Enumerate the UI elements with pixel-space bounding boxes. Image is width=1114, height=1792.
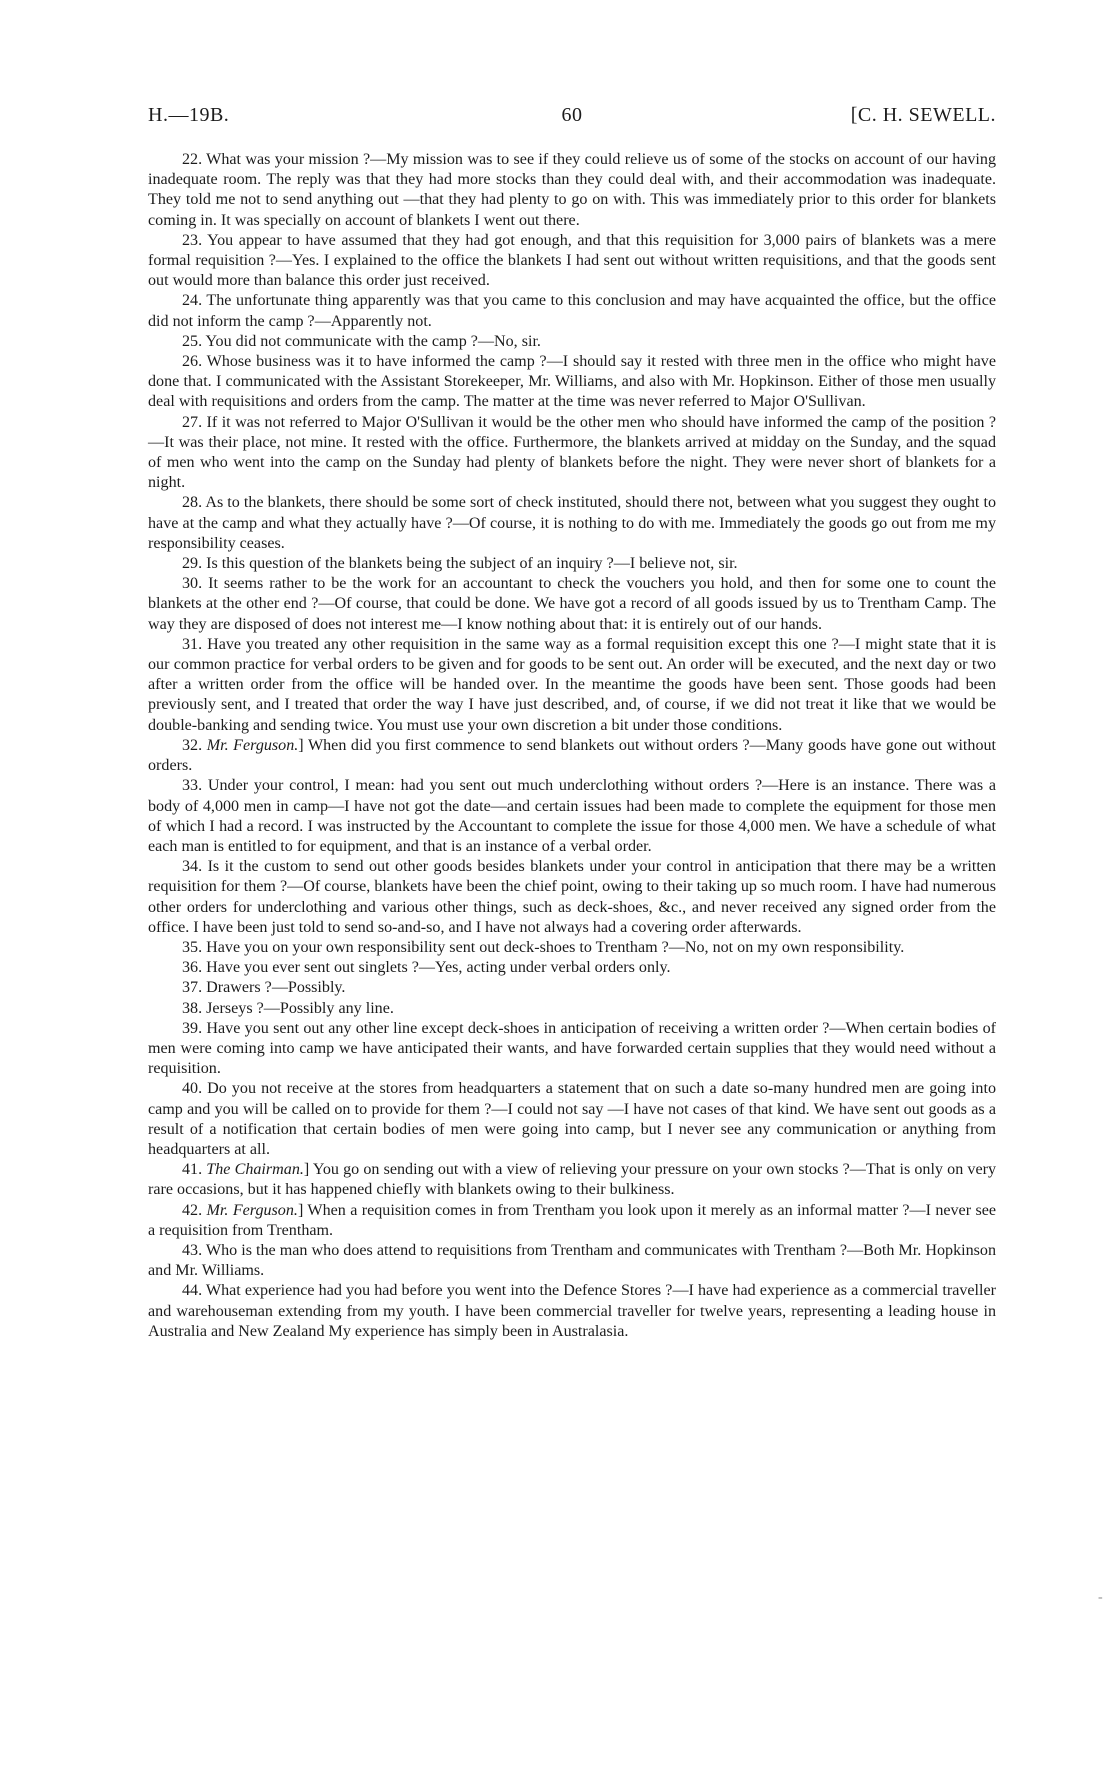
paragraph: 36. Have you ever sent out singlets ?—Yes, acting under verbal orders only. (182, 959, 671, 977)
speaker-name: The Chairman. (206, 1161, 304, 1179)
paragraph: 42. Mr. Ferguson.] When a requisition comes in from Trentham you look upon it merely as an informal matter ?—I never see a requisition from Trentham. (148, 1201, 997, 1239)
paragraph: 24. The unfortunate thing apparently was that you came to this conclusion and may have acquainted the office, but the office did not inform the camp ?—Apparently not. (148, 292, 996, 330)
page-number: 60 (561, 104, 583, 126)
paragraph: 39. Have you sent out any other line except deck-shoes in anticipation of receiving a written order ?—When certain bodies of men were coming into camp we have anticipated their wants, and have forwarded certain supplies that they would need without a requisition. (148, 1019, 996, 1078)
paragraph: 29. Is this question of the blankets being the subject of an inquiry ?—I believe not, sir. (182, 555, 738, 573)
paragraph: 35. Have you on your own responsibility sent out deck-shoes to Trentham ?—No, not on my own responsibility. (182, 938, 905, 956)
speaker-name: Mr. Ferguson. (206, 1201, 298, 1219)
speaker-name: Mr. Ferguson. (206, 736, 299, 754)
paragraph: 44. What experience had you had before you went into the Defence Stores ?—I have had experience as a commercial traveller and warehouseman extending from my youth. I have been commercial traveller for twelve years, representing a leading house in Australia and New Zealand My experience has simply been in Australasia. (148, 1282, 996, 1340)
paragraph: 40. Do you not receive at the stores from headquarters a statement that on such a date so-many hundred men are going into camp and you will be called on to provide for them ?—I could not say —I have not cases of that kind. We have sent out goods as a result of a notification that certain bodies of men were going into camp, but I never see any communication or anything from headquarters at all. (148, 1080, 996, 1158)
page-header (148, 104, 996, 130)
paragraph: 25. You did not communicate with the camp ?—No, sir. (182, 332, 541, 350)
paragraph: 28. As to the blankets, there should be some sort of check instituted, should there not, between what you suggest they ought to have at the camp and what they actually have ?—Of course, it is nothing to do with me. Immediately the goods go out from me my responsibility ceases. (148, 494, 996, 552)
paragraph: 31. Have you treated any other requisition in the same way as a formal requisition except this one ?—I might state that it is our common practice for verbal orders to be given and for goods to be sent out. An order will be executed, and the next day or two after a written order from the office will be handed over. In the meantime the goods have been sent. Those goods had been previously sent, and I treated that order the way I have just described, and, of course, if we did not treat it like that we would be double-banking and sending twice. You must use your own discretion a bit under those conditions. (148, 635, 996, 734)
report-reference: H.—19B. (148, 104, 230, 126)
paragraph: 33. Under your control, I mean: had you sent out much underclothing without orders ?—Here is an instance. There was a body of 4,000 men in camp—I have not got the date—and certain issues had been made to complete the equipment for those men of which I had a record. I was instructed by the Accountant to complete the issue for those 4,000 men. We have a schedule of what each man is entitled to for equipment, and that is an instance of a verbal order. (148, 777, 996, 855)
paragraph: 23. You appear to have assumed that they had got enough, and that this requisition for 3,000 pairs of blankets was a mere formal requisition ?—Yes. I explained to the office the blankets I had sent out without written requisitions, and that the goods sent out would more than balance this order just received. (148, 231, 996, 290)
paragraph: 34. Is it the custom to send out other goods besides blankets under your control in anticipation that there may be a written requisition for them ?—Of course, blankets have been the chief point, owing to their taking up so much room. I have had numerous other orders for underclothing and various other things, such as deck-shoes, &c., and never received any signed order from the office. I have been just told to send so-and-so, and I have not always had a covering order afterwards. (148, 858, 996, 936)
paragraph: 26. Whose business was it to have informed the camp ?—I should say it rested with three men in the office who might have done that. I communicated with the Assistant Storekeeper, Mr. Williams, and also with Mr. Hopkinson. Either of those men usually deal with requisitions and orders from the camp. The matter at the time was never referred to Major O'Sullivan. (148, 353, 996, 411)
margin-mark: - (1098, 1590, 1103, 1605)
paragraph: 37. Drawers ?—Possibly. (182, 979, 346, 997)
witness-name: [C. H. SEWELL. (850, 104, 996, 126)
paragraph: 32. Mr. Ferguson.] When did you first commence to send blankets out without orders ?—Many goods have gone out without orders. (148, 736, 997, 775)
paragraph: 30. It seems rather to be the work for an accountant to check the vouchers you hold, and then for some one to count the blankets at the other end ?—Of course, that could be done. We have got a record of all goods issued by us to Trentham Camp. The way they are disposed of does not interest me—I know nothing about that: it is entirely out of our hands. (148, 575, 996, 633)
paragraph: 22. What was your mission ?—My mission was to see if they could relieve us of some of the stocks on account of our having inadequate room. The reply was that they had more stocks than they could deal with, and their accommodation was inadequate. They told me not to send anything out —that they had plenty to go on with. This was immediately prior to this order for blankets coming in. It was specially on account of blankets I went out there. (148, 151, 996, 229)
transcript-body (148, 150, 996, 1342)
paragraph: 43. Who is the man who does attend to requisitions from Trentham and communicates with Trentham ?—Both Mr. Hopkinson and Mr. Williams. (148, 1241, 996, 1280)
paragraph: 27. If it was not referred to Major O'Sullivan it would be the other men who should have informed the camp of the position ?—It was their place, not mine. It rested with the office. Furthermore, the blankets arrived at midday on the Sunday, and the squad of men who went into the camp on the Sunday had plenty of blankets before the night. They were never short of blankets for a night. (148, 413, 996, 492)
paragraph: 41. The Chairman.] You go on sending out with a view of relieving your pressure on your own stocks ?—That is only on very rare occasions, but it has happened chiefly with blankets owing to their bulkiness. (148, 1161, 996, 1199)
paragraph: 38. Jerseys ?—Possibly any line. (182, 999, 394, 1017)
